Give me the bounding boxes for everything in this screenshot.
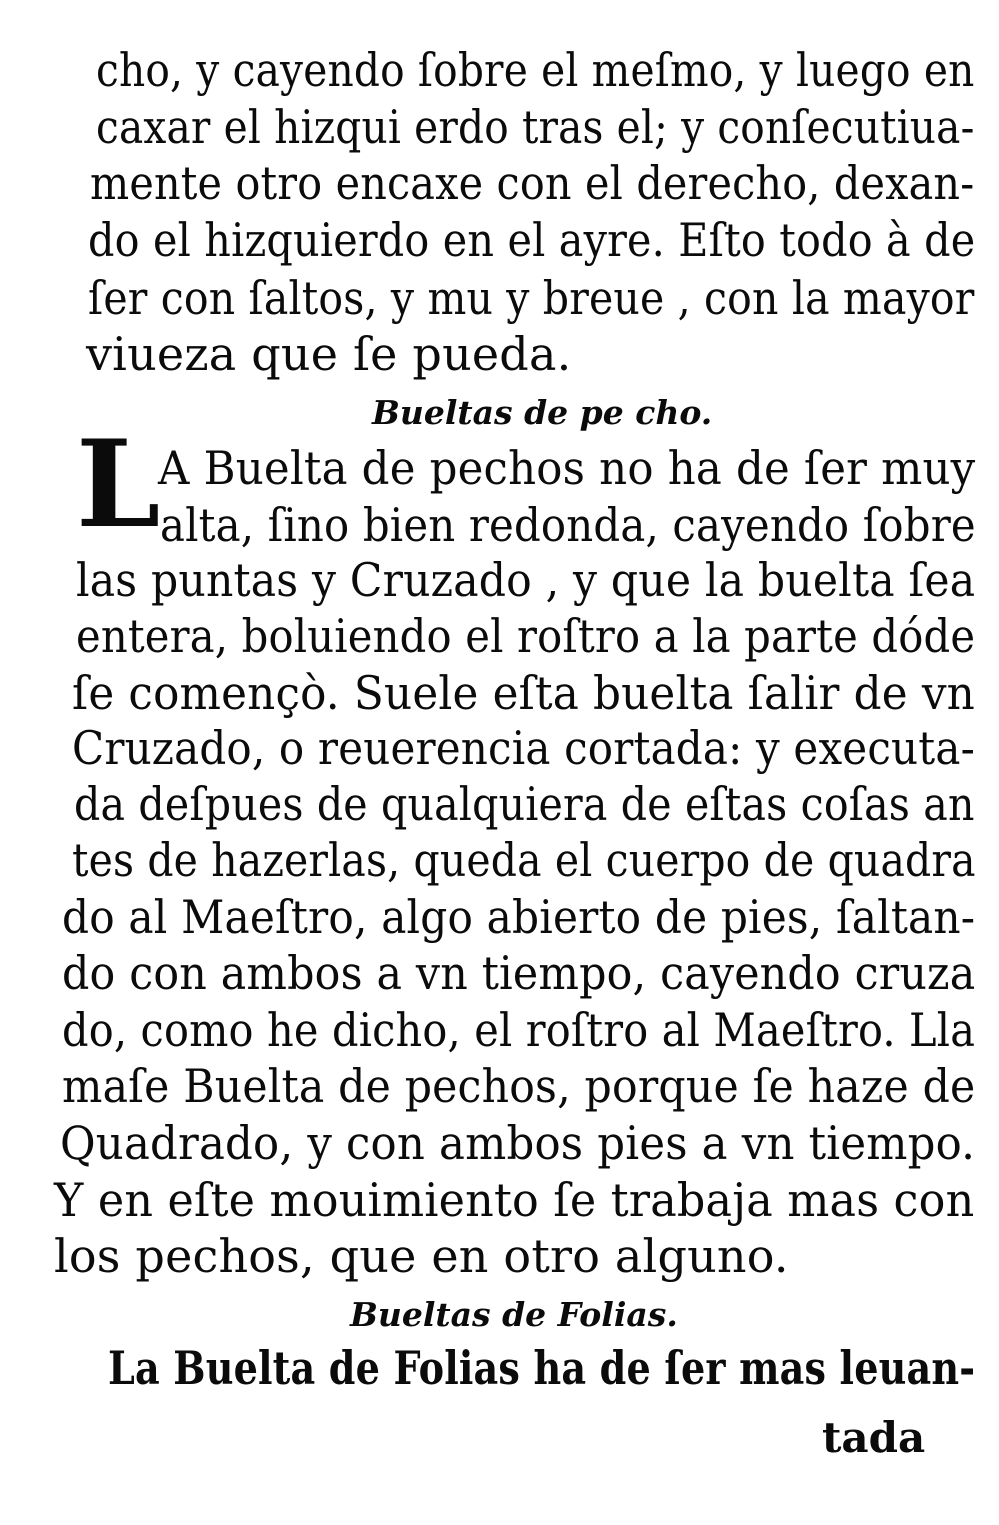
text-line: Quadrado, y con ambos pies a vn tiempo. [60, 1116, 976, 1170]
text-line: do el hizquierdo en el ayre. Eſto todo à de [88, 213, 976, 267]
drop-cap: L [76, 414, 161, 555]
text-line: cho, y cayendo ſobre el meſmo, y luego en [96, 43, 975, 97]
text-line: ſe començò. Suele eſta buelta ſalir de vn [72, 666, 975, 720]
catchword: tada [822, 1413, 926, 1462]
text-line: do con ambos a vn tiempo, cayendo cruza [62, 946, 976, 1000]
text-line: Y en eſte mouimiento ſe trabaja mas con [54, 1173, 975, 1227]
text-line: da deſpues de qualquiera de eſtas coſas an [74, 777, 975, 831]
text-line: maſe Buelta de pechos, porque ſe haze de [62, 1059, 976, 1113]
text-line: tes de hazerlas, queda el cuerpo de quadra [72, 833, 976, 887]
text-line: do al Maeſtro, algo abierto de pies, ſaltan- [62, 890, 976, 944]
section-heading: Bueltas de Folias. [350, 1295, 678, 1334]
text-line: Cruzado, o reuerencia cortada: y executa- [72, 721, 975, 775]
text-line: La Buelta de Folias ha de ſer mas leuan- [108, 1341, 976, 1395]
text-line: los pechos, que en otro alguno. [54, 1229, 789, 1283]
text-line: A Buelta de pechos no ha de ſer muy [158, 441, 976, 495]
text-line: ſer con ſaltos, y mu y breue , con la mayor [88, 271, 975, 325]
text-line: viueza que ſe pueda. [86, 327, 572, 381]
text-line: entera, boluiendo el roſtro a la parte dóde [76, 609, 976, 663]
text-line: las puntas y Cruzado , y que la buelta ſea [76, 553, 976, 607]
text-line: alta, ſino bien redonda, cayendo ſobre [160, 498, 976, 552]
text-line: do, como he dicho, el roſtro al Maeſtro. Lla [62, 1003, 976, 1057]
text-line: caxar el hizqui erdo tras el; y conſecutiua- [96, 100, 975, 154]
section-heading: Bueltas de pe cho. [372, 393, 713, 432]
text-line: mente otro encaxe con el derecho, dexan- [90, 156, 975, 210]
